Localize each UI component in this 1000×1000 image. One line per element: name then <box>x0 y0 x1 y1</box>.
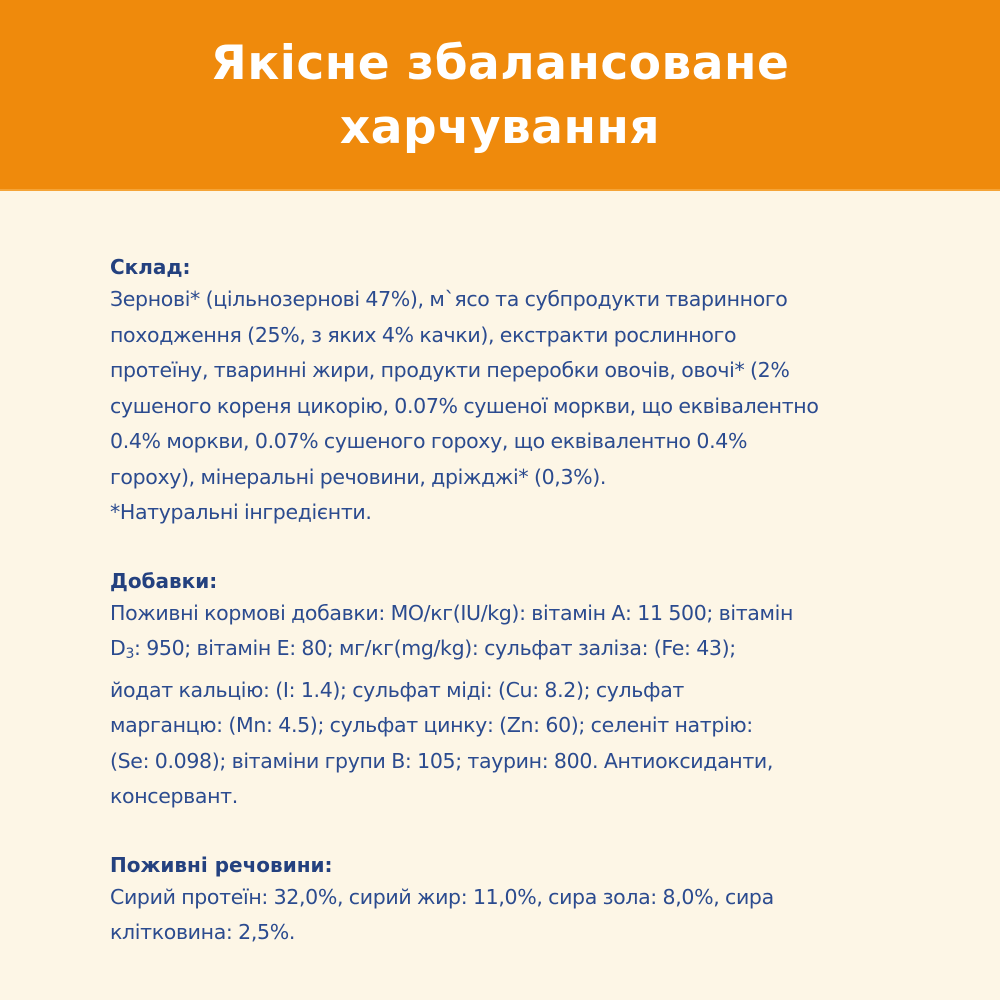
text-line: походження (25%, з яких 4% качки), екстракти рослинного <box>110 322 737 347</box>
page-title <box>211 30 790 160</box>
text-line: марганцю: (Mn: 4.5); сульфат цинку: (Zn: 60); селеніт натрію: <box>110 713 753 737</box>
section-title-nutrients: Поживні речовини: <box>110 852 333 877</box>
text-line <box>110 631 910 673</box>
vitamin-d-letter: D <box>110 636 126 660</box>
text-line: сушеного кореня цикорію, 0.07% сушеної моркви, що еквівалентно <box>110 393 819 418</box>
vitamin-d-rest: : 950; вітамін Е: 80; мг/кг(mg/kg): сульфат заліза: (Fe: 43); <box>134 636 736 660</box>
footnote-natural-ingredients: *Натуральні інгредієнти. <box>110 500 372 524</box>
text-line: Поживні кормові добавки: МО/кг(IU/kg): вітамін А: 11 500; вітамін <box>110 600 794 625</box>
text-line: 0.4% моркви, 0.07% сушеного гороху, що еквівалентно 0.4% <box>110 429 748 453</box>
section-additives <box>110 566 910 815</box>
title-line-2: харчування <box>339 99 661 155</box>
vitamin-d-subscript: 3 <box>125 646 134 662</box>
nutrients-text <box>110 880 910 951</box>
section-title-composition: Склад: <box>110 255 191 279</box>
section-title-additives: Добавки: <box>110 568 218 593</box>
text-line: Сирий протеїн: 32,0%, сирий жир: 11,0%, сира зола: 8,0%, сира <box>110 884 774 909</box>
text-line: йодат кальцію: (I: 1.4); сульфат міді: (Cu: 8.2); сульфат <box>110 677 685 702</box>
header-banner <box>0 0 1000 191</box>
composition-text <box>110 282 910 531</box>
text-line: протеїну, тваринні жири, продукти переробки овочів, овочі* (2% <box>110 358 790 382</box>
additives-text <box>110 596 910 815</box>
title-line-1: Якісне збалансоване <box>210 35 790 91</box>
text-line: Зернові* (цільнозернові 47%), м`ясо та субпродукти тваринного <box>110 287 788 311</box>
content-area <box>110 252 910 986</box>
text-line: консервант. <box>110 784 238 808</box>
section-composition <box>110 252 910 531</box>
text-line: клітковина: 2,5%. <box>110 920 295 944</box>
section-nutrients <box>110 850 910 951</box>
text-line: гороху), мінеральні речовини, дріжджі* (0,3%). <box>110 464 607 489</box>
text-line: (Se: 0.098); вітаміни групи В: 105; таурин: 800. Антиоксиданти, <box>110 748 774 773</box>
